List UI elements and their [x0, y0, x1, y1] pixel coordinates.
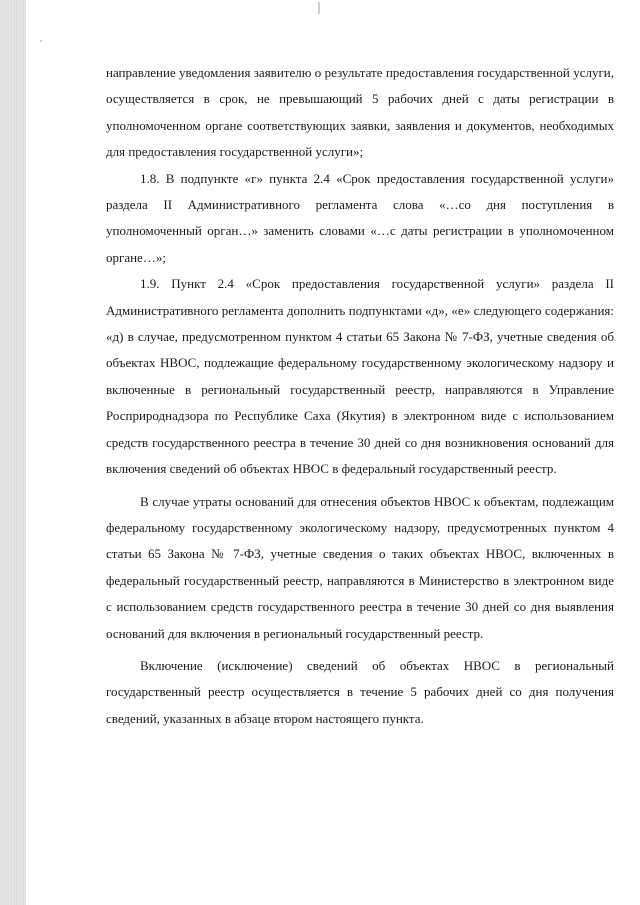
paragraph-1-9: 1.9. Пункт 2.4 «Срок предоставления государственной услуги» раздела II Административного регламента дополнить подпунктами «д», «е» следующего содержания: «д) в случае, предусмотренном пунктом 4 статьи 65 Закона № 7-ФЗ, учетные сведения об объектах НВОС, подлежащие федеральному государственному экологическому надзору и включенные в региональный государственный реестр, направляются в Управление Росприроднадзора по Республике Саха (Якутия) в электронном виде с использованием средств государственного реестра в течение 30 дней со дня возникновения оснований для включения сведений об объектах НВОС в федеральный государственный реестр.: [106, 276, 614, 477]
paragraph-loss-of-grounds: В случае утраты оснований для отнесения объектов НВОС к объектам, подлежащим федеральному государственному экологическому надзору, предусмотренных пунктом 4 статьи 65 Закона № 7-ФЗ, учетные сведения о таких объектах НВОС, включенных в федеральный государственный реестр, направляются в Министерство в электронном виде с использованием средств государственного реестра в течение 30 дней со дня выявления оснований для включения в региональный государственный реестр.: [106, 493, 614, 641]
scan-speck: [40, 40, 42, 42]
scan-speck: [318, 2, 320, 14]
paragraph-continuation: направление уведомления заявителю о результате предоставления государственной услуги, осуществляется в срок, не превышающий 5 рабочих дней с даты регистрации в уполномоченном органе соответствующих заявки, заявления и документов, необходимых для предоставления государственной услуги»;: [106, 65, 614, 160]
paragraph-1-8: 1.8. В подпункте «г» пункта 2.4 «Срок предоставления государственной услуги» раздела II Административного регламента слова «…со дня поступления в уполномоченный орган…» заменить словами «…с даты регистрации в уполномоченном органе…»;: [106, 170, 614, 265]
document-body: [106, 60, 614, 732]
scan-border: [0, 0, 26, 905]
paragraph-inclusion: Включение (исключение) сведений об объектах НВОС в региональный государственный реестр осуществляется в течение 5 рабочих дней со дня получения сведений, указанных в абзаце втором настоящего пункта.: [106, 657, 614, 726]
